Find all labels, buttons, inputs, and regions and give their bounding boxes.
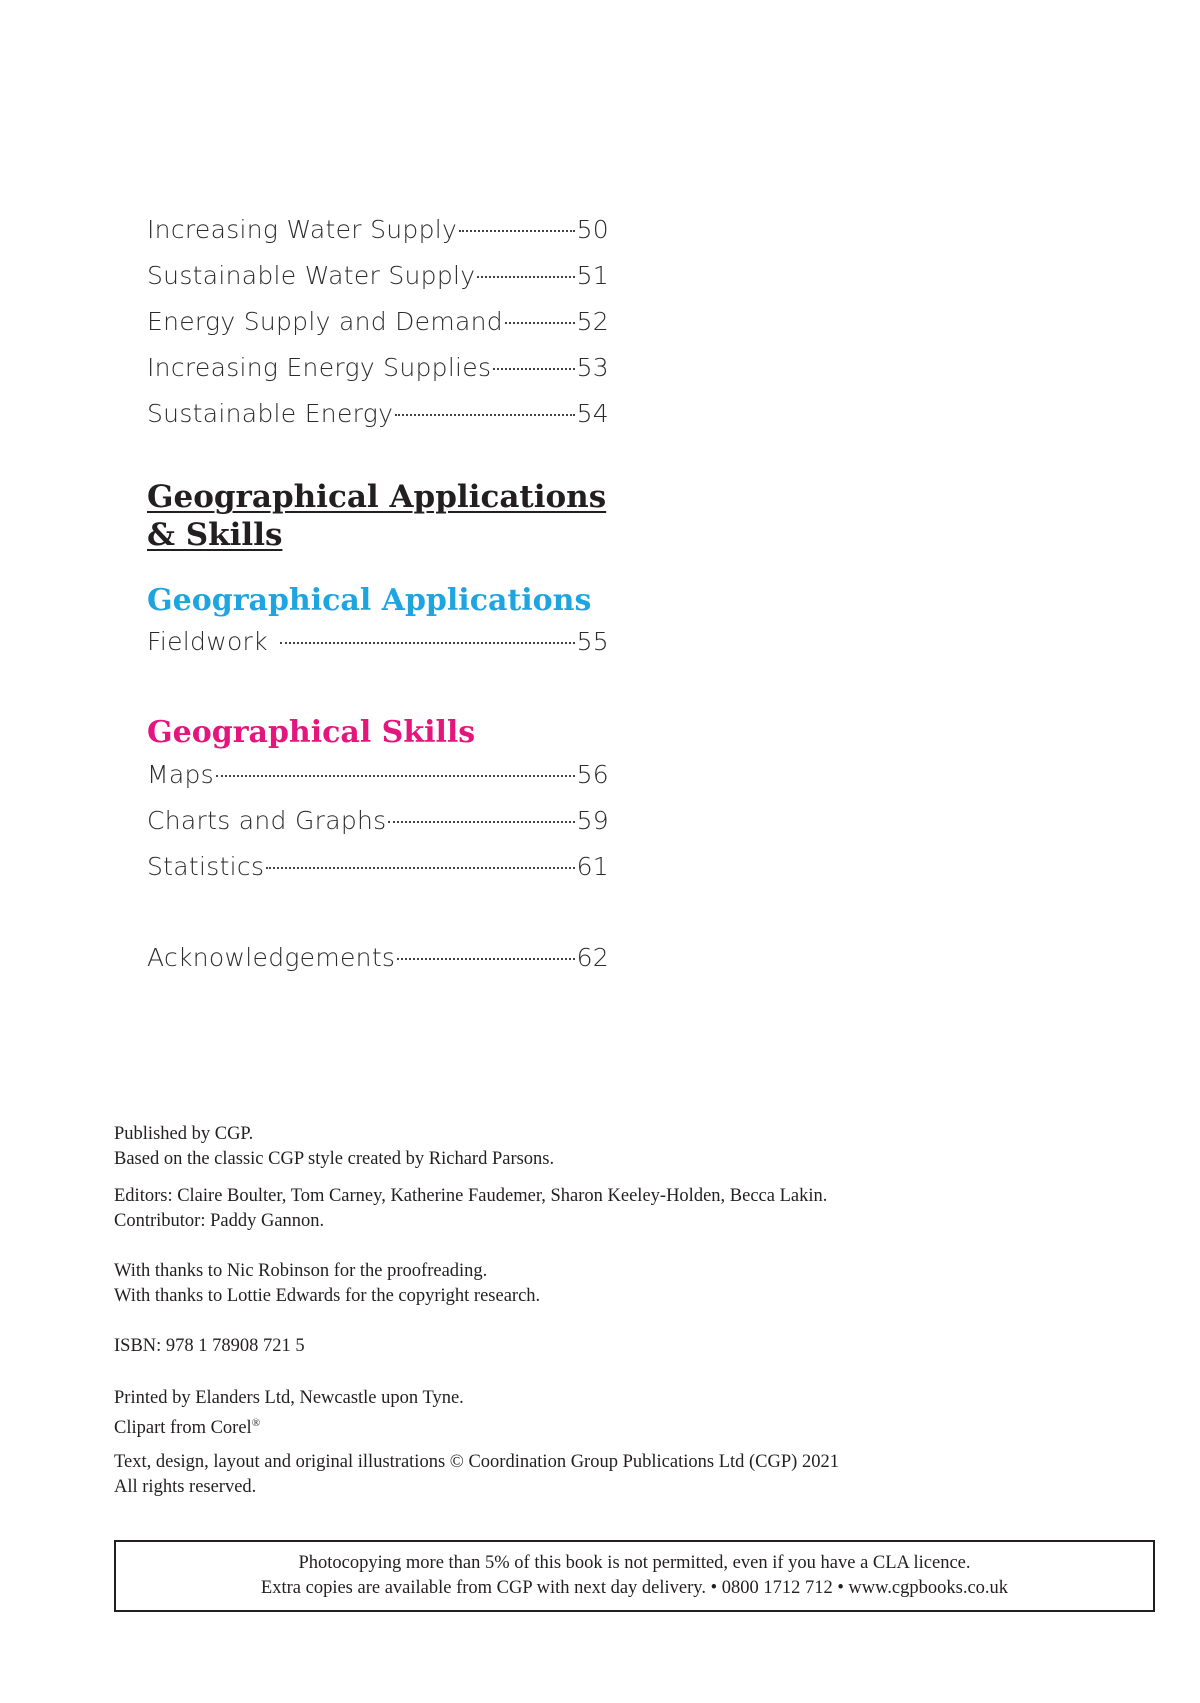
toc-acknowledgements bbox=[147, 943, 609, 989]
thanks-info bbox=[114, 1259, 1114, 1309]
toc-entry-page: 53 bbox=[576, 353, 609, 382]
toc-leader-dots bbox=[493, 368, 574, 370]
toc-entry-fieldwork[interactable] bbox=[147, 627, 609, 673]
printer-info bbox=[114, 1386, 1114, 1441]
toc-entry-page: 52 bbox=[576, 307, 609, 336]
thanks-proofreading-text: With thanks to Nic Robinson for the proofreading. bbox=[114, 1261, 488, 1281]
copyright-text: Text, design, layout and original illustrations © Coordination Group Publications Ltd (CGP) 2021 bbox=[114, 1452, 839, 1472]
toc-entry-title: Increasing Water Supply bbox=[147, 215, 458, 244]
publisher-info bbox=[114, 1122, 1114, 1172]
section-heading-applications-skills bbox=[147, 478, 607, 554]
toc-entry-sustainable-water-supply[interactable] bbox=[147, 261, 609, 307]
isbn-text: ISBN: 978 1 78908 721 5 bbox=[114, 1336, 305, 1356]
toc-skills bbox=[147, 760, 609, 898]
clipart-text: Clipart from Corel® bbox=[114, 1417, 261, 1439]
toc-entry-page: 56 bbox=[576, 760, 609, 789]
toc-entry-title: Energy Supply and Demand bbox=[147, 307, 503, 336]
registered-mark: ® bbox=[251, 1417, 261, 1429]
toc-entry-energy-supply-demand[interactable] bbox=[147, 307, 609, 353]
toc-entry-title: Sustainable Water Supply bbox=[147, 261, 476, 290]
contributor-text: Contributor: Paddy Gannon. bbox=[114, 1211, 325, 1231]
toc-entry-title: Fieldwork bbox=[147, 627, 268, 656]
notice-line-2: Extra copies are available from CGP with next day delivery. • 0800 1712 712 • www.cgpbooks.co.uk bbox=[260, 1578, 1009, 1598]
toc-entry-title: Acknowledgements bbox=[147, 943, 396, 972]
toc-leader-dots bbox=[388, 821, 574, 823]
credits-info bbox=[114, 1184, 1114, 1234]
toc-entry-page: 59 bbox=[576, 806, 609, 835]
toc-leader-dots bbox=[280, 642, 575, 644]
editors-text: Editors: Claire Boulter, Tom Carney, Katherine Faudemer, Sharon Keeley-Holden, Becca Lakin. bbox=[114, 1186, 828, 1206]
toc-entry-title: Maps bbox=[147, 760, 214, 789]
toc-section-1 bbox=[147, 215, 609, 445]
toc-applications bbox=[147, 627, 609, 673]
toc-leader-dots bbox=[477, 276, 574, 278]
toc-entry-page: 50 bbox=[576, 215, 609, 244]
toc-leader-dots bbox=[505, 322, 575, 324]
toc-entry-page: 54 bbox=[576, 399, 609, 428]
toc-leader-dots bbox=[459, 230, 574, 232]
copyright-info bbox=[114, 1450, 1114, 1500]
toc-entry-page: 61 bbox=[576, 852, 609, 881]
toc-entry-title: Sustainable Energy bbox=[147, 399, 394, 428]
toc-leader-dots bbox=[395, 414, 574, 416]
heading-line-1: Geographical Applications bbox=[147, 479, 607, 515]
photocopy-notice-box bbox=[114, 1540, 1155, 1612]
toc-entry-page: 51 bbox=[576, 261, 609, 290]
toc-entry-charts-graphs[interactable] bbox=[147, 806, 609, 852]
toc-entry-increasing-water-supply[interactable] bbox=[147, 215, 609, 261]
toc-entry-maps[interactable] bbox=[147, 760, 609, 806]
toc-entry-page: 62 bbox=[576, 943, 609, 972]
toc-leader-dots bbox=[397, 958, 574, 960]
toc-leader-dots bbox=[266, 867, 574, 869]
published-by-text: Published by CGP. bbox=[114, 1124, 254, 1144]
heading-line-2: & Skills bbox=[147, 517, 283, 553]
toc-entry-title: Statistics bbox=[147, 852, 265, 881]
based-on-text: Based on the classic CGP style created by Richard Parsons. bbox=[114, 1149, 555, 1169]
toc-entry-statistics[interactable] bbox=[147, 852, 609, 898]
notice-line-1: Photocopying more than 5% of this book is not permitted, even if you have a CLA licence. bbox=[298, 1553, 971, 1573]
subheading-geographical-applications: Geographical Applications bbox=[147, 583, 592, 618]
thanks-copyright-text: With thanks to Lottie Edwards for the copyright research. bbox=[114, 1286, 541, 1306]
toc-entry-sustainable-energy[interactable] bbox=[147, 399, 609, 445]
toc-entry-title: Increasing Energy Supplies bbox=[147, 353, 492, 382]
toc-entry-acknowledgements[interactable] bbox=[147, 943, 609, 989]
isbn-info bbox=[114, 1334, 1114, 1359]
toc-entry-increasing-energy-supplies[interactable] bbox=[147, 353, 609, 399]
subheading-geographical-skills: Geographical Skills bbox=[147, 715, 476, 750]
toc-entry-page: 55 bbox=[576, 627, 609, 656]
toc-entry-title: Charts and Graphs bbox=[147, 806, 387, 835]
rights-text: All rights reserved. bbox=[114, 1477, 257, 1497]
printed-by-text: Printed by Elanders Ltd, Newcastle upon Tyne. bbox=[114, 1388, 464, 1408]
toc-leader-dots bbox=[216, 775, 575, 777]
